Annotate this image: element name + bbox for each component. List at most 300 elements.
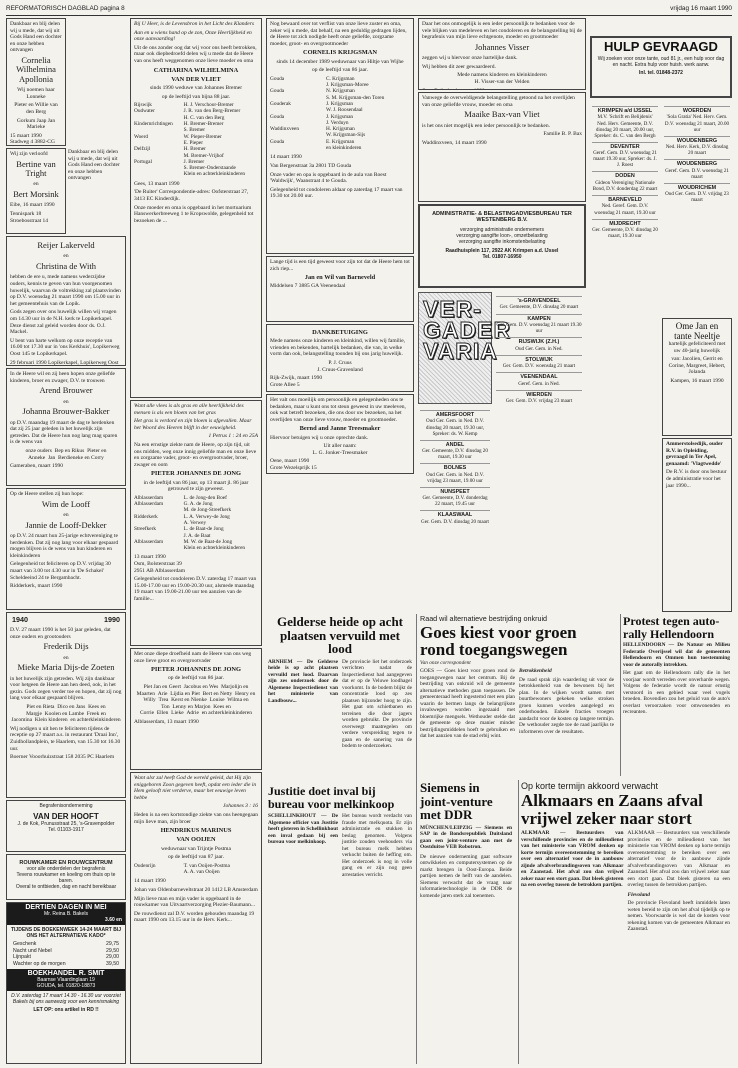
- meetings-list-left: [418, 406, 492, 612]
- family-member-name: J. Krijgsman: [326, 113, 354, 120]
- year-start: 1940: [12, 615, 28, 624]
- ad-price: 3.60 en: [105, 917, 122, 924]
- family-member-row: [270, 145, 410, 151]
- headline: Protest tegen auto-rally Hellendoorn: [623, 614, 720, 641]
- kicker: Raad wil alternatieve bestrijding onkruid: [420, 614, 548, 623]
- announcement-text: sinds 14 december 1989 weduwnaar van Hiltje van Wijhe: [276, 58, 404, 65]
- book-price: 39,50: [106, 960, 119, 967]
- date: Eibe, 16 maart 1990: [10, 202, 55, 209]
- golden-anniversary: [6, 612, 126, 798]
- address: Boerner Vooorhuizstraat 158 2035 PC Haarlem: [10, 754, 115, 761]
- date: 14 maart 1990: [270, 154, 302, 161]
- meeting-details: 'Sola Gratia' Ned. Herv. Gem. D.V. woensdag 21 maart, 20.00 uur: [664, 114, 730, 133]
- deceased-name: VAN OOIJEN: [176, 836, 216, 844]
- meeting-details: Ned. Herv. Kerk, D.V. dinsdag 20 maart: [665, 144, 729, 157]
- family-member-row: [134, 869, 258, 875]
- age: in de leeftijd van 86 jaar, op 13 maart jl. 86 jaar getrouwd te zijn geweest.: [143, 479, 249, 493]
- place-date: Rijk-Zwijk, maart 1990 Grote Allee 5: [270, 375, 323, 388]
- meeting-place: RIJSWIJK (Z.H.): [496, 337, 582, 345]
- ad-body: Wij zoeken voor onze tante, oud 81 jr., een hulp voor dag en nacht. Extra hulp voor huish. werk aanw.: [597, 56, 725, 68]
- age: op de leeftijd van 86 jaar.: [312, 67, 368, 74]
- announcement-text: is het ons niet mogelijk een ieder persoonlijk te bedanken.: [422, 122, 550, 129]
- announcement-text: U bent van harte welkom op onze receptie van 16.00 tot 17.30 uur in 'ons Kerkhuis', Lopikerweg Oost 145 te Lopikerkapel.: [10, 337, 120, 357]
- person-name: Arend Brouwer: [39, 385, 93, 396]
- announcement-text: hebben de ere u, mede namens wederzijdse ouders, kennis te geven van hun voorgenomen huwelijk, waarvan de voltrekking zal plaatsvinden op D.V. woensdag 21 maart 1990 om 15.00 uur in het gemeentehuis van de Lopik.: [10, 274, 121, 307]
- story-lead: MÜNCHEN/LEIPZIG — Siemens en SAP in de Bondsrepubliek Duitsland gaan een joint-venture aan met de Oostduitse VEB Robotron.: [420, 824, 512, 850]
- person-name: Bertine van Tright: [16, 158, 56, 178]
- announcement-text: In de Heere wil en zij heen hopen onze geliefde kinderen, broer en zwager, D.V. te trouwen: [10, 371, 115, 384]
- obituary-van-ooijen: [130, 772, 262, 1064]
- family-member-name: Klein en achterkleinkinderen: [183, 171, 246, 178]
- child-name: Cornelia Wilhelmina Apollonia: [16, 54, 56, 84]
- meeting-details: Ger. Gem. D.V. woensdag 21 maart: [502, 363, 576, 369]
- family-member-row: [134, 171, 258, 177]
- date-address: 15 maart 1990 Stadweg 4 3882-CG: [10, 132, 55, 146]
- story-lead: ARNHEM — De Gelderse heide is op acht plaatsen vervuild met lood. Daarvan zijn zes onderzoek door de Algemene Inspectiedienst van het ministerie van Landbouw...: [268, 658, 338, 704]
- headline: Alkmaars en Zaans afval vrijwel zeker naar stort: [521, 791, 703, 828]
- bible-quote: Bij U Heer, is de Levensbron in het Licht des Klanders: [134, 21, 255, 27]
- notice-heading: Ammerstolsedijk, ouder R.V. in Opleiding, gevraagd in Ter Apel, genaamd: 'Vlagtwedde': [666, 441, 723, 467]
- family-member-place: Gouderak: [270, 100, 291, 107]
- announcement-text: Wij hebben dit zeer gewaardeerd.: [422, 63, 496, 70]
- condolence-info: Gelegenheid tot condoleren D.V. zaterdag 17 maart van 15.00-17.00 uur en 19.00-20.30 uur, alsmede maandag 19 maart van 19.00-21.00 uur ten aanzien van de familie...: [134, 576, 257, 602]
- meeting-place: 's-GRAVENDEEL: [496, 296, 582, 304]
- verenigingen-logo: [418, 292, 512, 404]
- family-member-place: [270, 145, 326, 151]
- family-member-place: Gouda: [270, 138, 285, 145]
- meeting-details: Ger. Gemeente, D.V. dinsdag 20 maart, 19.30 uur: [592, 227, 658, 240]
- family-member-name: J. Krijgsman: [326, 100, 354, 107]
- family-member-name: Klein en achterkleinkinderen: [183, 545, 246, 552]
- family-member-place: Alblasserdam: [134, 501, 164, 508]
- family-member-place: Portugal: [134, 158, 152, 165]
- ad-body: van: Jacolien, Gerrit en Corine, Margreet, Hebert, Jolanda: [668, 356, 726, 376]
- deceased-name: PIETER JOHANNES DE JONG: [150, 470, 241, 478]
- kicker: Op korte termijn akkoord verwacht: [521, 781, 659, 791]
- meeting-details: Geref. Gem. D.V. woensdag 21 maart 19.30 uur, Spreker: ds. J. J. Roest: [593, 150, 657, 169]
- family-member-place: [134, 171, 184, 177]
- person-name: Johannes Visser: [474, 41, 530, 52]
- obituary-de-jong: [130, 400, 262, 646]
- family-member-place: [134, 545, 184, 551]
- notice-body: De R.V. is door ons bestuur de administratie voor het jaar 1990...: [666, 469, 727, 489]
- announcement-text: Met onze diepe droefheid nam de Heere van ons weg onze lieve groot en overgrootvader: [134, 651, 252, 664]
- person-name: Jannie de Looff-Dekker: [25, 519, 107, 530]
- family-member-name: H. Bremer: [183, 146, 206, 153]
- meeting-place: BOLNES: [420, 463, 490, 471]
- story-body: ALKMAAR — Bestuurders van verschillende provincies en de milieudienst van het ministerie van VROM denken op korte termijn overeenstemming te bereiken over een alternatief voor de in aanbouw zijnde afvalverbrandingsoven van Alkmaar en Zaanstad. Het afval zou dan vrijwel zeker naar een stort gaan. Dat bleek gisteren na een overleg tussen de betrokken partijen.: [521, 830, 624, 888]
- family-member-place: Gouda: [270, 88, 285, 95]
- meeting-place: WOUDENBERG: [664, 159, 730, 167]
- meeting-place: DODEN: [592, 171, 658, 179]
- congratulation-ad: [662, 318, 732, 436]
- story-alkmaar: [518, 780, 732, 1064]
- family-member-row: [134, 545, 258, 551]
- meeting-place: BARNEVELD: [592, 195, 658, 203]
- book-title: Wachter op de morgen: [13, 960, 66, 967]
- meetings-list-far: [662, 102, 732, 316]
- family-member-name: L. de Baat-de Jong: [183, 526, 224, 533]
- family-member-name: J. R. van den Berg-Bremer: [183, 108, 241, 115]
- announcement-text: Dankbaar en blij delen wij u mede, dat wij uit Gods Hand een dochter en onze hebben ontvangen: [68, 149, 120, 182]
- book-price: 29,00: [106, 954, 119, 961]
- announcement-text: Vanwege de overweldigende belangstelling getoond na het overlijden van onze geliefde vrouw, moeder en oma: [422, 95, 575, 108]
- conjunction: en: [33, 181, 39, 188]
- signature: Familie B. P. Bax: [543, 131, 582, 138]
- announcement-text: Wij noemen haar Lonneke: [17, 87, 55, 100]
- family-member-name: H. C. van den Berg: [183, 114, 225, 121]
- ad-title: Ome Jan en tante Neeltje: [674, 321, 720, 341]
- story-lead: HELLENDOORN — De Natuur en Milieu Federatie Overijssel wil dat de gemeenten Hellendoorn en Ommen hun toestemming voor de autorally intrekken.: [623, 642, 730, 668]
- ad-body: hartelijk gefeliciteerd met uw 40-jarig huwelijk: [668, 341, 726, 354]
- page-header: [6, 3, 732, 16]
- announcement-text: Mijn lieve man en mijn vader is opgebaard in de rouwkamer van Uitvaartverzorging Plezier-Baumann...: [134, 895, 256, 909]
- thanks-treesmaker: [266, 394, 414, 474]
- family-member-place: Alblasserdam: [134, 538, 164, 545]
- person-name: Mieke Maria Dijs-de Zoeten: [17, 662, 115, 673]
- meeting-place: KLAASWAAL: [420, 510, 490, 518]
- place-date: 13 maart 1990 Osm, Bolsterstraat 39 2951 AB Alblasserdam: [134, 554, 186, 574]
- shop-phone: GOUDA, tel. 01820-18873: [36, 983, 96, 990]
- announcement-text: Uit de ons zonder oog dat wij voor ons heeft betrokken, maar ook diepbedroefd delen wij u mede dat de Heere van ons heeft weggenomen onze lieve moeder en oma: [134, 44, 257, 64]
- book-price: 29,75: [106, 941, 119, 948]
- column-rule: [416, 614, 417, 1064]
- conjunction: en: [63, 253, 69, 260]
- thanks-visser: [418, 18, 586, 90]
- place-date: Waddinxveen, 14 maart 1990: [422, 139, 487, 146]
- paper-name: REFORMATORISCH DAGBLAD pagina 8: [6, 5, 125, 12]
- family-member-name: J. A. de Baat: [183, 532, 211, 539]
- family-member-name: G. A. de Jong: [183, 501, 213, 508]
- age: op de leeftijd van 87 jaar.: [168, 854, 224, 861]
- notice-ad: [662, 438, 732, 612]
- family-member-place: Kindernrichtingen: [134, 121, 173, 128]
- anniversary-announcement-2: [6, 488, 126, 610]
- ad-title: VAN DER HOOFT: [33, 812, 99, 821]
- age: op de leeftijd van 86 jaar.: [168, 675, 224, 682]
- family-list: [134, 863, 258, 876]
- family-member-place: Oudenrijn: [134, 862, 156, 869]
- place-date: [422, 88, 582, 90]
- meeting-details: Ger. Gem. D.V. vrijdag 23 maart: [505, 398, 573, 404]
- family-list: [134, 102, 258, 178]
- family-member-name: S. Bremer-Onderstaande: [183, 165, 236, 172]
- family-member-name: H. Krijgsman: [326, 126, 355, 133]
- administration-ad: [418, 204, 586, 288]
- book-title: Lijnpakt: [13, 954, 31, 961]
- announcement-text: zeggen wij u hiervoor onze hartelijke dank.: [422, 55, 518, 62]
- meeting-details: M.V. 'Schrift en Belijdenis' Ned. Herv. Gemeente, D.V. dinsdag 20 maart, 20.00 uur, Spreker: ds. C. van den Bergh: [594, 114, 656, 139]
- section-heading: DANKBETUIGING: [312, 329, 368, 336]
- announcement-text: Nog bewaard over tot verflist van onze lieve zuster en oma, zeker wij u mede, dat behalf, na een geduldig gedragen lijden, de Heere tot zich nodigde heeft onze geliefde, zorgzame moeder, groot- en overgrootmoeder: [270, 21, 407, 47]
- family-member-name: T. van Ooijen-Postma: [183, 862, 230, 869]
- headline: Justitie doet inval bij bureau voor melkinkoop: [268, 784, 395, 811]
- meeting-place: WIERDEN: [496, 390, 582, 398]
- birth-announcement: [6, 18, 66, 146]
- family-member-place: Gouda: [270, 113, 285, 120]
- person-name: Jan en Wil van Barneveld: [304, 274, 376, 282]
- announcement-text: De rouwdienst zal D.V. worden gehouden maandag 19 maart 1990 om 13.15 uur in de Herv. Kerk...: [134, 910, 255, 924]
- meeting-place: MIJDRECHT: [592, 219, 658, 227]
- announcement-text: Na een ernstige ziekte nam de Heere, op zijn tijd, uit ons midden, weg onze innig geliefde man en onze lieve en zorgzame vader, groot- en overgrootvader, broer, zwager en oom: [134, 441, 257, 468]
- story-body: De provincie liet het onderzoek verrichten nadat de Inspectiedienst had aangegeven dat er op de Veluwe loodhagel voorkomt. In de bodem blijkt de concentratie lood op zes plaatsen bijzonder hoog te zijn. Het gaat om schietbanen en terreinen die door jagers worden gebruikt. De provincie overweegt maatregelen om verdere verspreiding tegen te gaan en de sanering van de bodem te onderzoeken.: [342, 658, 412, 749]
- obituary-krijgsman: [266, 18, 414, 254]
- meeting-details: Gideon Vereniging Nationale Bond, D.V. donderdag 22 maart: [592, 179, 658, 192]
- family-member-place: Rijswijk: [134, 102, 152, 109]
- bible-quote: Het gras is verdord en zijn bloem is afgevallen. Maar het Woord des Heeren blijft in der eeuwigheid.: [134, 418, 252, 431]
- announcement-text: weduwnaar van Trijntje Postma: [161, 845, 231, 852]
- deceased-name: VAN DER VLIET: [171, 75, 221, 83]
- place-date: Gameraben, maart 1990: [10, 463, 63, 470]
- funeral-director-ad: [6, 800, 126, 852]
- ad-line: LET OP: ons artikel in RD !!: [33, 1007, 99, 1014]
- bible-quote: Want alsr zal heeft God de wereld geleid, dat Hij zijn eniggeboren Zoon gegeven heeft, opdat een ieder die in Hem gelooft niet verderve, maar het eeuwige leven hebbe: [134, 775, 257, 801]
- ad-phone: Inl. tel. 01848-2372: [639, 70, 683, 76]
- family-member-place: Alblasserdam: [134, 494, 164, 501]
- book-title: Nacht und Nebel: [13, 947, 52, 954]
- person-name: Frederik Dijs: [43, 641, 89, 652]
- ad-title: DERTIEN DAGEN IN MEI: [25, 904, 107, 911]
- meeting-details: Oud Ger. Gem. in Ned. D.V. dinsdag 20 maart, 19.30 uur, Spreker: ds. W. Kemp: [425, 418, 485, 437]
- announcement-text: Gelegenheid tot condoleren aldaar op zaterdag 17 maart van 19.30 tot 20.00 uur.: [270, 186, 403, 200]
- correspondence-address: 'De Ruiter' Correspondentie-adres: Oofsterstraat 27, 3413 EC Kinderdijk.: [134, 189, 249, 202]
- announcement-text: Mede namens onze kinderen en kleinkind, willen wij familie, vrienden en bekenden, hartelijk bedanken, die van, in welke vorm dan ook, belangstelling toonden bij ons jarig huwelijk.: [270, 338, 406, 358]
- meeting-place: WOERDEN: [664, 106, 730, 114]
- announcement-text: Op de Heere stellen zij hun hope:: [10, 491, 84, 497]
- meeting-details: Ger. Gem. D.V. woensdag 21 maart 19.30 uur: [496, 321, 582, 334]
- family-member-place: Delfzijl: [134, 146, 151, 153]
- person-name: Bert Morsink: [13, 189, 59, 199]
- family-member-name: J. Krijgsman-Moree: [326, 82, 369, 89]
- meeting-details: Geref. Gem. in Ned.: [518, 380, 560, 387]
- family-member-name: W. Pieper-Bremer: [183, 133, 222, 140]
- address: Johan van Oldenbarneveltstraat 20 1412 LB Amsterdam: [134, 886, 258, 893]
- family-member-name: J. Bremer: [183, 158, 205, 165]
- bride-name: Christina de With: [36, 261, 96, 271]
- bookshop-ad: [6, 902, 126, 1064]
- dankbetuiging: [266, 324, 414, 392]
- deceased-name: HENDRIKUS MARINUS: [160, 827, 232, 835]
- family-member-name: W. J. Roosendaal: [326, 107, 363, 114]
- family-member-name: A. A. van Ooijen: [183, 869, 220, 876]
- story-body: De raad sprak zijn waardering uit voor de betrokkenheid van de bewoners bij het plan. In de wijken wordt samen met buurtbewoners gekeken welke stroken groen kunnen worden aangelegd en onderhouden. Enkele fracties vroegen aandacht voor de kosten op langere termijn. De wethouder zegde toe de raad jaarlijks te informeren over de resultaten.: [519, 676, 614, 735]
- book-title: Geschenk: [13, 941, 37, 948]
- announcement-text: Gods zegen over ons huwelijk willen wij vragen om 14.30 uur in de N.H. kerk te Lopikerkapel. Deze dienst zal geleid worden door ds. O.J. Mackel.: [10, 309, 117, 336]
- ad-line: Begrafenisonderneming: [39, 803, 93, 809]
- person-name: Wim de Looff: [41, 498, 91, 509]
- meeting-details: Oud Ger. Gem. D.V. vrijdag 23 maart: [665, 191, 729, 204]
- conjunction: en: [63, 654, 69, 661]
- ad-line: Overal te ontbieden, dag en nacht bereikbaar: [15, 884, 117, 891]
- thanks-bax: [418, 92, 586, 202]
- place-date: Oene, maart 1990 Grote Wezelsprijk 15: [270, 458, 317, 471]
- reception-info: Gelegenheid tot feliciteren op D.V. vrijdag 30 maart van 3.00 tot 4.30 uur in 'De Schakel' Scheldeeind 24 te Bergambacht.: [10, 561, 111, 581]
- meeting-place: KAMPEN: [496, 314, 582, 322]
- family-member-name: S. Bremer: [183, 127, 206, 134]
- price-list: [7, 941, 125, 967]
- address: Middelsen 7 3885 GA Veenendaal: [270, 283, 346, 290]
- date: 14 maart 1990: [134, 878, 166, 885]
- announcement-text: Dankbaar en blij delen wij u mede, dat wij uit Gods Hand een dochter en onze hebben ontvangen: [10, 21, 62, 54]
- announcement-text: D.V. 27 maart 1990 is het 50 jaar geleden, dat onze ouders en grootouders: [10, 627, 111, 640]
- bible-reference: 1 Petrus 1 : 24 en 25A: [208, 433, 258, 440]
- story-siemens: [418, 780, 514, 1064]
- story-goes: [418, 614, 616, 776]
- headline: Gelderse heide op acht plaatsen vervuild met lood: [276, 614, 403, 656]
- engagement-announcement: [6, 148, 66, 234]
- story-body: De nieuwe onderneming gaat software ontwikkelen en computersystemen op de markt brengen in Oost-Europa. Beide partijen nemen de helft van de aandelen. Siemens verwacht dat de vraag naar informatietechnologie in de DDR de komende jaren sterk zal toenemen.: [420, 853, 512, 899]
- person-name: Bernd and Janne Treesmaker: [299, 425, 381, 433]
- bible-reference: Johannes 3 : 16: [223, 803, 258, 810]
- family-member-name: L. de Jong-den Boef: [183, 494, 227, 501]
- signature: Uit aller naam: L. G. Jonker-Treesmaker: [312, 443, 368, 456]
- issue-date: vrijdag 16 maart 1990: [670, 5, 732, 12]
- story-gelderse-heide: [266, 614, 414, 780]
- ad-address: Raadhuisplein 117, 2922 AK Krimpen a.d. IJssel Tel. 01807-16950: [445, 247, 559, 260]
- date-address: 29 februari 1990 Lopikerkapel, Lopikerweg Oost: [10, 359, 119, 366]
- ad-address: J. de Kok, Prunusstraat 25, 's-Gravenpolder: [17, 821, 115, 827]
- family-member-name: M. de Jong-Streefkerk: [183, 507, 232, 514]
- meeting-details: Ger. Gemeente, D.V. donderdag 22 maart, 19.45 uur: [422, 495, 488, 508]
- family-member-place: [134, 869, 184, 875]
- deceased-name: CATHARINA WILHELMINA: [153, 66, 239, 74]
- anniversary-announcement: [6, 368, 126, 486]
- family-member-place: Streefkerk: [134, 526, 157, 533]
- announcement-text: in het huwelijk zijn getreden. Wij zijn dankbaar voor hetgeen de Heere aan hen deed, ook, in het gezin. Gods zegen verder toe en hopen, dat zij nog lang voor elkaar gespaard blijven.: [10, 675, 122, 702]
- family-member-name: H. J. Verschoor-Bremer: [183, 102, 234, 109]
- ad-services: verzorging administratie ondernemers verzorging aangifte loon-, omzetbelasting verzorging aangifte inkomstenbelasting: [456, 226, 548, 245]
- announcement-text: Heden is na een kortstondige ziekte van ons heengegaan mijn lieve man, zijn broer: [134, 811, 259, 825]
- bible-quote: Want alle vlees is als gras en alle heerlijkheid des mensen is als een bloem van het gras: [134, 403, 244, 416]
- family-member-place: Oudwater: [134, 108, 155, 115]
- ad-line: TIJDENS DE BOEKENWEEK 14-24 MAART BIJ ONS HET ALTERNATIEVE KADO*: [10, 927, 122, 940]
- shop-address: Baarnse Vlaardinglaan 19: [37, 977, 95, 984]
- family-member-name: M. Bremer-Vrijhof: [183, 152, 224, 159]
- byline: Van onze correspondent: [420, 660, 471, 666]
- meeting-place: WOUDENBERG: [664, 136, 730, 144]
- family-member-place: Ridderkerk: [134, 513, 158, 520]
- bible-quote: Aan en u wiens hand op de zon, Onze Heerlijkheid en onze aanvaarding!: [134, 29, 252, 43]
- rouwkamer-ad: [6, 854, 126, 900]
- family-member-name: L. A. Verwey-de Jong: [183, 513, 230, 520]
- person-name: Johanna Brouwer-Bakker: [22, 406, 110, 417]
- family-member-name: en kleinkinderen: [326, 145, 362, 152]
- ad-line: voor alle onderdelen der begrafenis: [26, 866, 106, 873]
- age: op de leeftijd van bijna 88 jaar.: [161, 93, 231, 100]
- address: Van Bergenstraat 3a 2801 TD Gouda: [270, 162, 352, 169]
- ad-date: Kampen, 16 maart 1990: [670, 377, 724, 384]
- logo-line: VER-: [423, 296, 482, 322]
- place-date: Gees, 13 maart 1990: [134, 180, 180, 187]
- announcement-text: sinds 1990 weduwe van Johannes Bremer: [149, 84, 243, 91]
- shop-name: BOEKHANDEL R. SMIT: [27, 970, 105, 978]
- announcement-text: op D.V. maandag 19 maart de dag te herdenken dat zij 25 jaar geleden in het huwelijk zijn getreden. Dat de Heere hun nog lang mag sparen is de wens van: [10, 419, 118, 446]
- family-member-name: C. Krijgsman: [326, 75, 355, 82]
- meeting-place: ANDEL: [420, 440, 490, 448]
- family-list: [134, 495, 258, 552]
- parents-names: Pieter en Willie van den Berg: [14, 102, 58, 115]
- story-protest: [620, 614, 732, 776]
- meeting-details: Oud Ger. Gem. in Ned.: [515, 345, 563, 352]
- year-end: 1990: [104, 615, 120, 624]
- family-member-name: N. Krijgsman: [326, 88, 355, 95]
- meeting-details: Ger. Gem. D.V. dinsdag 20 maart: [421, 518, 489, 525]
- book-price: 29,50: [106, 947, 119, 954]
- family-member-name: J. Verduyn: [326, 119, 349, 126]
- headline: Goes kiest voor groen rond toegangswegen: [420, 623, 577, 659]
- ad-phone: Tel. 01103-1917: [48, 827, 84, 833]
- meetings-list-mid: [494, 292, 584, 612]
- subheading: Betrokkenheid: [519, 668, 552, 674]
- address: Tennispark 18 Stroebosstraat 14: [10, 211, 49, 224]
- wedding-announcement: [6, 236, 126, 366]
- headline: Siemens in joint-venture met DDR: [420, 780, 493, 822]
- family-member-name: W. Krijgsman-Sijs: [326, 132, 366, 139]
- family-names: Gorkum Jaap Jan Marieke: [16, 117, 56, 131]
- subheading: Flevoland: [627, 891, 650, 898]
- ad-line: Tevens rouwkamer en koeling om thuis op te baren.: [16, 872, 116, 885]
- signature: Mede namens kinderen en kleinkinderen H. Visser-van der Velden: [457, 72, 547, 85]
- person-name: Maaike Bax-van Vliet: [464, 109, 540, 120]
- obituary-de-jong-grandchildren: [130, 648, 262, 770]
- meeting-place: STOLWIJK: [496, 355, 582, 363]
- family-member-name: M. W. de Baat-de Jong: [183, 538, 233, 545]
- meeting-place: WOUDRICHEM: [664, 183, 730, 191]
- family-list: Piet en Rieta Dico en Jans Kees en Margje Koolen en Lambe Freek en Jacomina Klein kinderen en achterkleinkinderen: [11, 703, 121, 724]
- deceased-name: PIETER JOHANNES DE JONG: [150, 666, 241, 674]
- family-member-place: Woerd: [134, 133, 148, 140]
- announcement-text: Hiervoor betuigen wij u onze oprechte dank.: [270, 434, 369, 441]
- family-member-name: E. Pieper: [183, 139, 204, 146]
- meetings-list-right: [590, 102, 660, 612]
- announcement-text: Het valt ons moeilijk om persoonlijk en gelegenheden ons te bedanken, maar u kunt ons tot steun geweest in uw meeleven, ook wat betreft bezoeken, die ons door uw bezoeken, na het overlijden van onze lieve vrouw, moeder en grootmoeder.: [270, 397, 406, 423]
- announcement-text: Onze vader en opa is opgebaard in de aula van Roest 'Waldwijk', Waanstraat 4 te Gouda.: [270, 171, 387, 185]
- story-body: GOES — Goes kiest voor groen rond de toegangswegen naar het centrum. Bij de bestrijding van onkruid wil de gemeente alternatieve methoden gaan toepassen. De gemeenteraad heeft ingestemd met een plan waarin de bermen langs de belangrijkste invalswegen worden ingezaaid met bloemrijke mengsels. Wethouder stelde dat de gemeente op deze manier minder bestrijdingsmiddelen hoeft te gebruiken en dat het aanzien van de stad erbij wint.: [420, 668, 515, 739]
- logo-line: VARIA: [423, 338, 498, 364]
- family-member-place: Gouda: [270, 75, 285, 82]
- story-body: ALKMAAR — Bestuurders van verschillende provincies en de milieudienst van het ministerie van VROM denken op korte termijn overeenstemming te bereiken over een alternatief voor de in aanbouw zijnde afvalverbrandingsoven van Alkmaar en Zaanstad. Het afval zou dan vrijwel zeker naar een stort gaan. Dat bleek gisteren na een overleg tussen de betrokken partijen.: [627, 830, 730, 888]
- story-body: Het bureau wordt verdacht van fraude met melkquota. Er zijn administratie en stukken in beslag genomen. Volgens justitie zouden veehouders via het bureau melk hebben verkocht buiten de heffing om. Het onderzoek is nog in volle gang en er zijn nog geen arrestaties verricht.: [342, 813, 412, 878]
- ad-author: Mr. Reina B. Bakels: [44, 911, 88, 918]
- announcement-text: Wij zijn verloofd: [10, 151, 48, 157]
- place-date: Alblasserdam, 13 maart 1990: [134, 718, 199, 725]
- ad-title: HULP GEVRAAGD: [604, 39, 718, 54]
- person-name: P. J. Cruus J. Cruus-Gravenland: [317, 359, 363, 373]
- family-member-place: Waddinxveen: [270, 126, 299, 133]
- meeting-details: Ger. Gemeente, D.V. dinsdag 20 maart, 19.30 uur: [422, 448, 488, 461]
- obituary-van-der-vliet: [130, 18, 262, 398]
- announcement-text: Onze moeder en oma is opgebaard in het mortuarium Hanswerkerbreeweg 1 te Kropswolde, gelegenheid tot bezoeken de ...: [134, 204, 254, 224]
- family-list: [270, 76, 410, 152]
- story-body: Het gaat om de Hellendoorn rally die in het voorjaar wordt verreden over onverharde wegen. Volgens de federatie wordt de natuur ernstig verstoord in een gebied waar veel vogels broeden. Bovendien zou het geluid van de auto's overlast veroorzaken voor omwonenden en recreanten.: [623, 670, 730, 715]
- story-justitie: [266, 784, 414, 1064]
- meeting-details: Geref. Gem. D.V. woensdag 21 maart: [665, 167, 729, 180]
- place-date: Ridderkerk, maart 1990: [10, 583, 63, 590]
- ad-title: ADMINISTRATIE- & BELASTINGADVIESBUREAU TER WESTENBERG B.V.: [432, 211, 572, 224]
- deceased-name: CORNELIS KRIJGSMAN: [302, 49, 378, 57]
- family-member-name: H. Bremer-Bremer: [183, 121, 224, 128]
- ad-title: ROUWKAMER EN ROUWCENTRUM: [19, 860, 113, 866]
- announcement-van-barneveld: [266, 256, 414, 322]
- meeting-details: Oud Ger. Gem. in Ned. D.V. vrijdag 23 maart, 19.00 uur: [426, 471, 484, 484]
- meeting-place: VEENENDAAL: [496, 372, 582, 380]
- shop-announcement: [66, 148, 126, 234]
- logo-line: GADER: [423, 317, 512, 343]
- announcement-text: Lange tijd is een tijd geweest voor zijn tot dat de Heere hem tot zich riep...: [270, 259, 410, 272]
- conjunction: en: [63, 512, 69, 518]
- groom-name: Reijer Lakerveld: [37, 240, 95, 250]
- reception-info: Wij nodigen u uit hen te feliciteren tijdens de receptie op 27 maart a.s. in restaurant 'Draai Inn', Zuidhollandplein, te Haarlem, van 15.30 tot 16.30 uur.: [10, 725, 121, 752]
